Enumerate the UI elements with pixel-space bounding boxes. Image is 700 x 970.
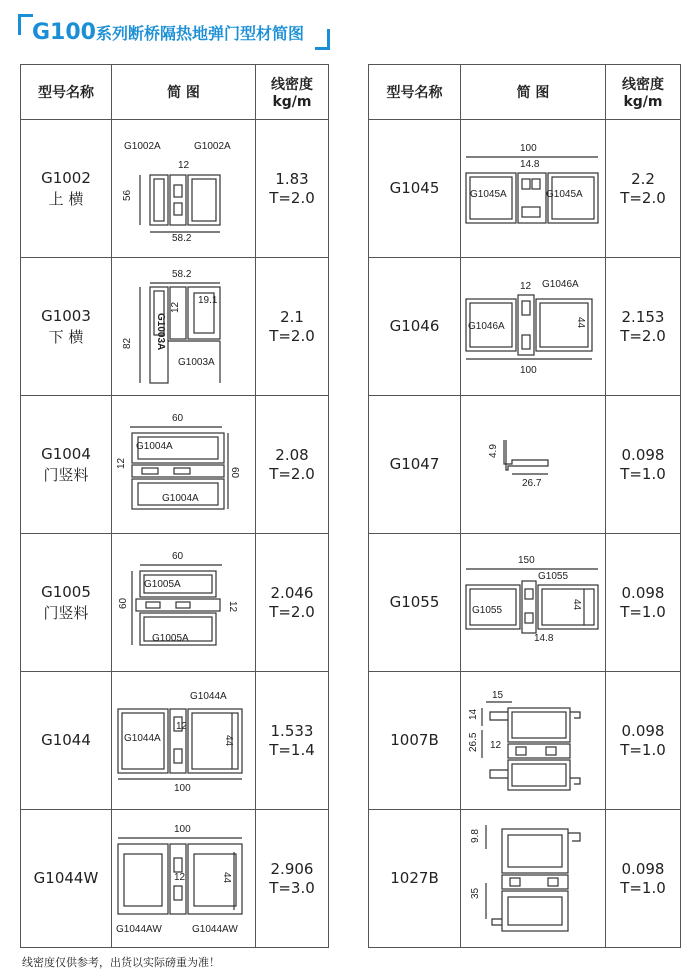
svg-text:60: 60 bbox=[171, 412, 183, 424]
profile-diagram-g1044 bbox=[114, 687, 254, 795]
profile-diagram-1007b bbox=[462, 686, 604, 796]
model-name: G1005 门竖料 bbox=[21, 534, 112, 672]
profile-diagram-g1004 bbox=[114, 409, 254, 521]
title-bracket-right bbox=[315, 29, 330, 50]
header-diagram: 简 图 bbox=[112, 65, 256, 120]
svg-text:19.1: 19.1 bbox=[197, 294, 217, 306]
model-name: G1044W bbox=[21, 810, 112, 948]
svg-text:G1044A: G1044A bbox=[189, 690, 227, 702]
profile-diagram-1027b bbox=[462, 819, 604, 939]
model-name: 1007B bbox=[369, 672, 461, 810]
svg-text:44: 44 bbox=[222, 734, 234, 746]
svg-text:14: 14 bbox=[468, 708, 479, 720]
svg-text:100: 100 bbox=[173, 823, 191, 835]
table-row bbox=[21, 396, 329, 534]
svg-text:G1004A: G1004A bbox=[135, 440, 173, 452]
profile-diagram bbox=[461, 258, 606, 396]
footnote: 线密度仅供参考，出货以实际磅重为准！ bbox=[22, 956, 220, 969]
svg-text:14.8: 14.8 bbox=[534, 632, 554, 644]
svg-text:100: 100 bbox=[520, 142, 537, 154]
model-name: 1027B bbox=[369, 810, 461, 948]
table-row bbox=[369, 534, 681, 672]
svg-text:G1046A: G1046A bbox=[468, 320, 505, 332]
svg-text:12: 12 bbox=[115, 457, 127, 469]
svg-text:12: 12 bbox=[226, 600, 238, 612]
density-value: 1.533 T=1.4 bbox=[256, 672, 329, 810]
svg-text:44: 44 bbox=[571, 598, 582, 610]
density-value: 2.153 T=2.0 bbox=[606, 258, 681, 396]
model-name: G1002 上 横 bbox=[21, 120, 112, 258]
model-name: G1046 bbox=[369, 258, 461, 396]
table-row bbox=[369, 810, 681, 948]
svg-text:12: 12 bbox=[173, 871, 185, 883]
svg-text:12: 12 bbox=[490, 739, 502, 751]
model-name: G1004 门竖料 bbox=[21, 396, 112, 534]
profile-diagram-g1002 bbox=[114, 129, 254, 249]
svg-text:G1045A: G1045A bbox=[546, 188, 583, 200]
svg-text:G1055: G1055 bbox=[472, 604, 503, 616]
profile-diagram bbox=[112, 672, 256, 810]
svg-text:G1002A: G1002A bbox=[193, 140, 231, 152]
svg-text:100: 100 bbox=[520, 364, 537, 376]
svg-text:G1004A: G1004A bbox=[161, 492, 199, 504]
profile-diagram bbox=[461, 672, 606, 810]
table-row bbox=[21, 672, 329, 810]
profile-diagram-g1045 bbox=[462, 139, 604, 239]
table-row bbox=[21, 534, 329, 672]
density-value: 0.098 T=1.0 bbox=[606, 810, 681, 948]
svg-text:G1005A: G1005A bbox=[151, 632, 189, 644]
svg-text:58.2: 58.2 bbox=[171, 268, 191, 280]
svg-text:12: 12 bbox=[175, 720, 187, 732]
svg-text:G1002A: G1002A bbox=[123, 140, 161, 152]
profile-diagram bbox=[461, 810, 606, 948]
header-model: 型号名称 bbox=[369, 65, 461, 120]
svg-text:12: 12 bbox=[177, 159, 189, 171]
svg-text:G1045A: G1045A bbox=[470, 188, 507, 200]
svg-text:G1003A: G1003A bbox=[177, 356, 215, 368]
model-name: G1003 下 横 bbox=[21, 258, 112, 396]
profile-diagram bbox=[461, 120, 606, 258]
svg-text:G1005A: G1005A bbox=[143, 578, 181, 590]
header-density: 线密度 kg/m bbox=[606, 65, 681, 120]
density-value: 2.08 T=2.0 bbox=[256, 396, 329, 534]
page-title bbox=[32, 20, 304, 45]
svg-text:G1044A: G1044A bbox=[123, 732, 161, 744]
table-row bbox=[21, 810, 329, 948]
title-bracket-left bbox=[18, 14, 33, 35]
profile-diagram-g1055 bbox=[462, 551, 604, 655]
density-value: 0.098 T=1.0 bbox=[606, 396, 681, 534]
left-header-row bbox=[21, 65, 329, 120]
profile-diagram-g1044w bbox=[114, 822, 254, 936]
table-row bbox=[369, 672, 681, 810]
density-value: 2.1 T=2.0 bbox=[256, 258, 329, 396]
density-value: 2.2 T=2.0 bbox=[606, 120, 681, 258]
model-name: G1055 bbox=[369, 534, 461, 672]
svg-text:26.5: 26.5 bbox=[468, 732, 479, 752]
density-value: 1.83 T=2.0 bbox=[256, 120, 329, 258]
header-model: 型号名称 bbox=[21, 65, 112, 120]
svg-text:G1044AW: G1044AW bbox=[115, 923, 162, 935]
svg-text:100: 100 bbox=[173, 782, 191, 794]
title-series-code: G100 bbox=[32, 20, 96, 45]
table-row bbox=[369, 396, 681, 534]
density-value: 0.098 T=1.0 bbox=[606, 672, 681, 810]
svg-text:14.8: 14.8 bbox=[520, 158, 540, 170]
svg-text:G1044AW: G1044AW bbox=[191, 923, 238, 935]
density-value: 2.046 T=2.0 bbox=[256, 534, 329, 672]
profile-diagram bbox=[112, 396, 256, 534]
right-header-row bbox=[369, 65, 681, 120]
svg-text:G1046A: G1046A bbox=[542, 278, 579, 290]
svg-text:26.7: 26.7 bbox=[522, 477, 542, 489]
table-row bbox=[21, 120, 329, 258]
svg-text:15: 15 bbox=[492, 689, 504, 701]
svg-text:12: 12 bbox=[169, 301, 181, 313]
svg-text:44: 44 bbox=[575, 316, 586, 328]
profile-diagram-g1005 bbox=[114, 547, 254, 659]
profile-diagram bbox=[112, 810, 256, 948]
svg-text:150: 150 bbox=[518, 554, 535, 566]
profile-diagram-g1046 bbox=[462, 277, 604, 377]
svg-text:G1003A: G1003A bbox=[154, 312, 166, 350]
svg-text:44: 44 bbox=[220, 871, 232, 883]
title-text: 系列断桥隔热地弹门型材简图 bbox=[95, 24, 304, 43]
table-row bbox=[369, 258, 681, 396]
svg-text:G1055: G1055 bbox=[538, 570, 569, 582]
table-row bbox=[21, 258, 329, 396]
svg-text:12: 12 bbox=[520, 280, 532, 292]
right-spec-table bbox=[368, 64, 681, 948]
profile-diagram-g1003 bbox=[114, 265, 254, 389]
profile-diagram bbox=[112, 258, 256, 396]
profile-diagram bbox=[112, 534, 256, 672]
table-row bbox=[369, 120, 681, 258]
svg-text:60: 60 bbox=[117, 597, 129, 609]
svg-text:58.2: 58.2 bbox=[171, 232, 191, 244]
header-density: 线密度 kg/m bbox=[256, 65, 329, 120]
header-diagram: 简 图 bbox=[461, 65, 606, 120]
left-spec-table bbox=[20, 64, 329, 948]
svg-text:9.8: 9.8 bbox=[470, 828, 481, 843]
model-name: G1044 bbox=[21, 672, 112, 810]
model-name: G1045 bbox=[369, 120, 461, 258]
density-value: 2.906 T=3.0 bbox=[256, 810, 329, 948]
svg-text:60: 60 bbox=[171, 550, 183, 562]
profile-diagram bbox=[461, 534, 606, 672]
svg-text:82: 82 bbox=[121, 337, 133, 349]
svg-text:60: 60 bbox=[228, 466, 240, 478]
svg-text:35: 35 bbox=[470, 887, 481, 899]
profile-diagram bbox=[112, 120, 256, 258]
density-value: 0.098 T=1.0 bbox=[606, 534, 681, 672]
svg-text:4.9: 4.9 bbox=[488, 443, 499, 458]
page-title-block bbox=[18, 14, 330, 52]
profile-diagram bbox=[461, 396, 606, 534]
svg-text:56: 56 bbox=[121, 189, 133, 201]
profile-diagram-g1047 bbox=[462, 430, 604, 500]
model-name: G1047 bbox=[369, 396, 461, 534]
